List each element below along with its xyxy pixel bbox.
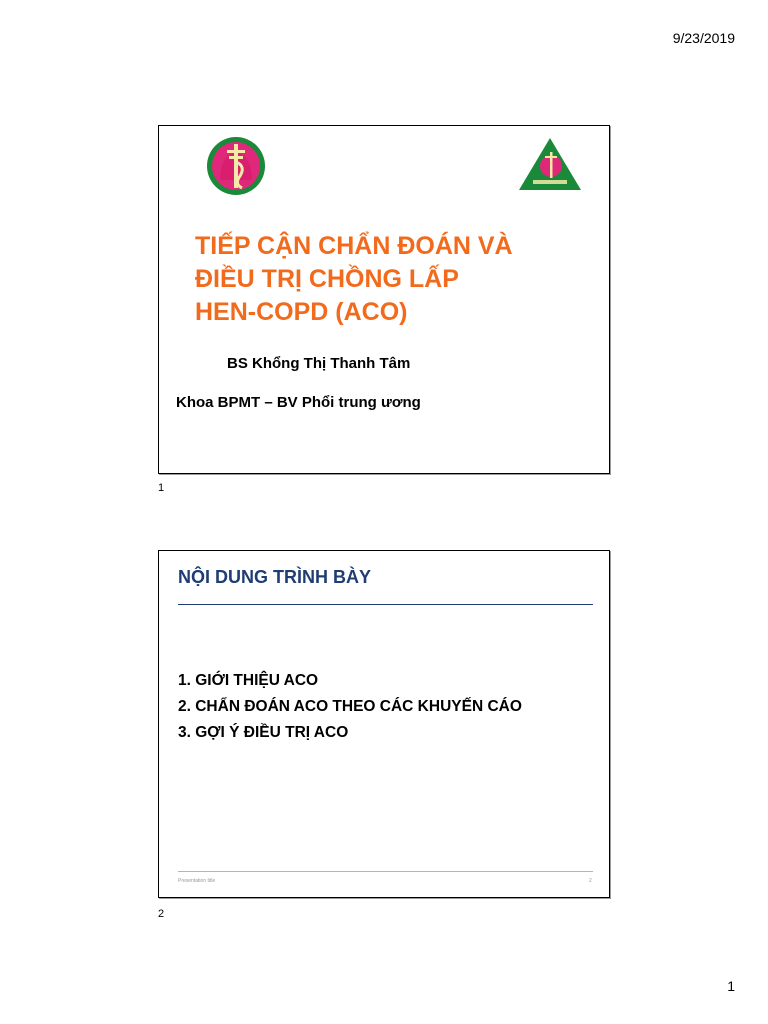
list-item: 3. GỢI Ý ĐIỀU TRỊ ACO (178, 724, 349, 741)
page-number: 1 (727, 978, 735, 994)
footer-divider (178, 871, 593, 872)
association-triangle-logo-icon (517, 136, 583, 192)
title-line: ĐIỀU TRỊ CHỒNG LẤP (195, 265, 459, 293)
contents-list (178, 668, 522, 746)
slide-footer-number: 2 (589, 878, 592, 884)
title-divider (178, 604, 593, 605)
hospital-emblem-icon (206, 136, 266, 196)
slide-1-number: 1 (158, 482, 165, 494)
slide-1-title (195, 230, 595, 329)
title-line: HEN-COPD (ACO) (195, 298, 408, 326)
slide-footer-title: Presentation title (178, 878, 216, 884)
slide-2-title: NỘI DUNG TRÌNH BÀY (178, 567, 371, 587)
title-line: TIẾP CẬN CHẨN ĐOÁN VÀ (195, 232, 513, 260)
department-name: Khoa BPMT – BV Phổi trung ương (176, 394, 421, 411)
list-item: 1. GIỚI THIỆU ACO (178, 672, 319, 689)
list-item: 2. CHẨN ĐOÁN ACO THEO CÁC KHUYẾN CÁO (178, 698, 522, 715)
handout-date: 9/23/2019 (672, 30, 735, 46)
slide-1 (158, 125, 610, 474)
slide-2-number: 2 (158, 908, 165, 920)
slide-2 (158, 550, 610, 898)
author-name: BS Khổng Thị Thanh Tâm (227, 355, 411, 372)
